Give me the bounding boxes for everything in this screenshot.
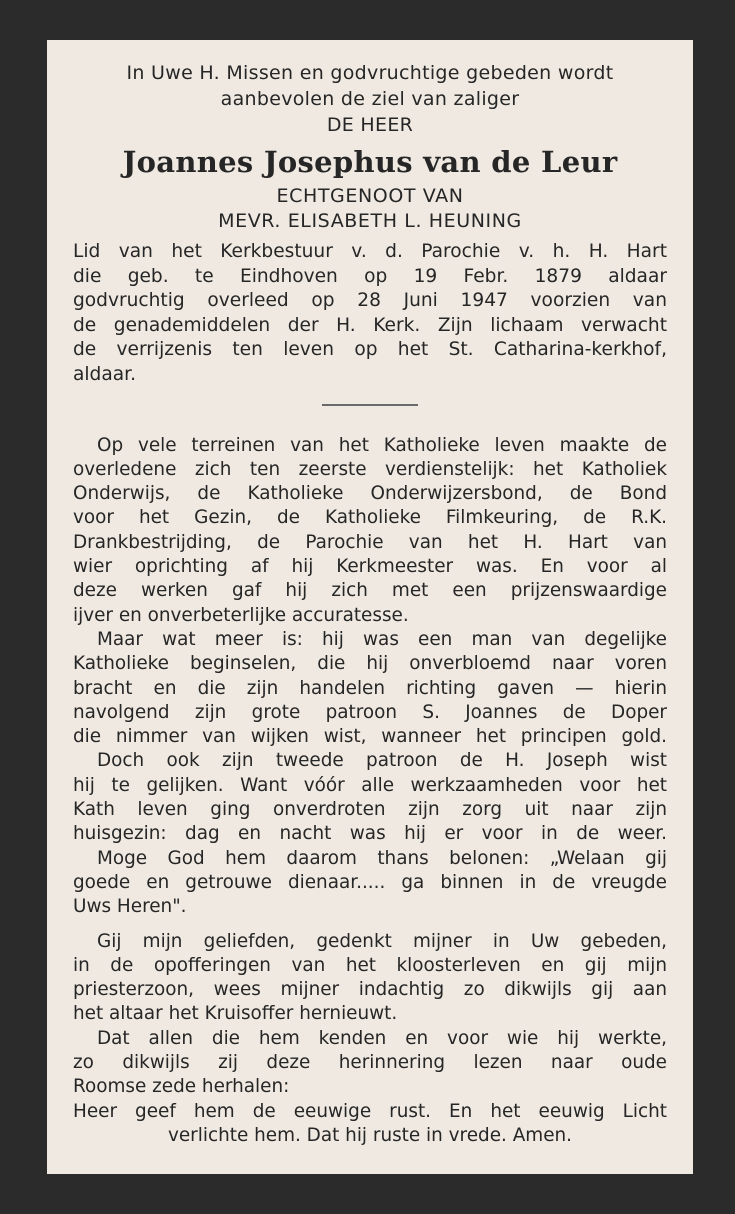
spouse-name: MEVR. ELISABETH L. HEUNING — [218, 210, 522, 232]
text-line: zo dikwijls zij deze herinnering lezen naar oude — [73, 1051, 667, 1073]
divider — [322, 404, 418, 406]
bio-line: Lid van het Kerkbestuur v. d. Parochie v. h. H. Hart — [73, 241, 667, 262]
prayer-line: Heer geef hem de eeuwige rust. En het eeuwig Licht — [73, 1100, 667, 1122]
text-line: overledene zich ten zeerste verdienstelijk: het Katholiek — [73, 458, 667, 480]
bio-line: die geb. te Eindhoven op 19 Febr. 1879 aldaar — [73, 265, 667, 287]
bio-line: de verrijzenis ten leven op het St. Catharina-kerkhof, — [73, 339, 667, 361]
paragraph — [73, 434, 667, 628]
text-line: die nimmer van wijken wist, wanneer het principen gold. — [73, 726, 667, 748]
text-line: Kath leven ging onverdroten zijn zorg uit naar zijn — [73, 799, 667, 821]
text-line: Gij mijn geliefden, gedenkt mijner in Uw gebeden, — [97, 930, 667, 952]
eulogy — [73, 434, 667, 1149]
text-line: Katholieke beginselen, die hij onverbloemd naar voren — [73, 653, 667, 675]
deceased-name: Joannes Josephus van de Leur — [122, 145, 618, 179]
text-line: Drankbestrijding, de Parochie van het H. Hart van — [73, 531, 667, 553]
text-line: Uws Heren". — [73, 896, 187, 918]
text-line: Moge God hem daarom thans belonen: „Welaan gij — [97, 847, 667, 869]
text-line: Op vele terreinen van het Katholieke leven maakte de — [97, 434, 667, 456]
text-line: in de opofferingen van het kloosterleven en gij mijn — [73, 954, 667, 976]
text-line: wier oprichting af hij Kerkmeester was. En voor al — [73, 556, 667, 578]
text-line: bracht en die zijn handelen richting gaven — hierin — [73, 677, 667, 699]
text-line: huisgezin: dag en nacht was hij er voor in de weer. — [73, 823, 667, 845]
text-line: Doch ook zijn tweede patroon de H. Joseph wist — [97, 750, 667, 772]
text-line: Dat allen die hem kenden en voor wie hij werkte, — [97, 1027, 667, 1049]
bio-line: godvruchtig overleed op 28 Juni 1947 voorzien van — [73, 290, 667, 312]
paragraph — [73, 1027, 667, 1148]
prayer-line: verlichte hem. Dat hij ruste in vrede. Amen. — [167, 1124, 573, 1146]
text-line: Maar wat meer is: hij was een man van degelijke — [97, 628, 667, 650]
text-line: ijver en onverbeterlijke accuratesse. — [73, 604, 409, 626]
intro-line: In Uwe H. Missen en godvruchtige gebeden wordt — [126, 62, 614, 84]
text-line: Onderwijs, de Katholieke Onderwijzersbond, de Bond — [73, 483, 667, 505]
paragraph — [73, 847, 667, 920]
title-heer: DE HEER — [326, 114, 414, 136]
paragraph — [73, 930, 667, 1027]
paragraph — [73, 749, 667, 846]
text-line: navolgend zijn grote patroon S. Joannes de Doper — [73, 701, 667, 723]
paragraph-gap — [73, 920, 667, 930]
bio-line: aldaar. — [73, 363, 136, 385]
biography — [73, 240, 667, 388]
intro — [73, 60, 667, 138]
bio-line: de genademiddelen der H. Kerk. Zijn lichaam verwacht — [73, 314, 667, 336]
intro-line: aanbevolen de ziel van zaliger — [220, 88, 520, 110]
text-line: het altaar het Kruisoffer hernieuwt. — [73, 1003, 398, 1025]
text-line: goede en getrouwe dienaar..... ga binnen in de vreugde — [73, 871, 667, 893]
spouse-line: ECHTGENOOT VAN — [276, 185, 464, 207]
text-line: priesterzoon, wees mijner indachtig zo dikwijls gij aan — [73, 979, 667, 1001]
text-line: deze werken gaf hij zich met een prijzenswaardige — [73, 580, 667, 602]
spouse — [73, 184, 667, 234]
text-line: voor het Gezin, de Katholieke Filmkeuring, de R.K. — [73, 507, 667, 529]
text-line: Roomse zede herhalen: — [73, 1076, 290, 1098]
prayer-card — [47, 40, 693, 1174]
paragraph — [73, 628, 667, 749]
text-line: hij te gelijken. Want vóór alle werkzaamheden voor het — [73, 774, 667, 796]
